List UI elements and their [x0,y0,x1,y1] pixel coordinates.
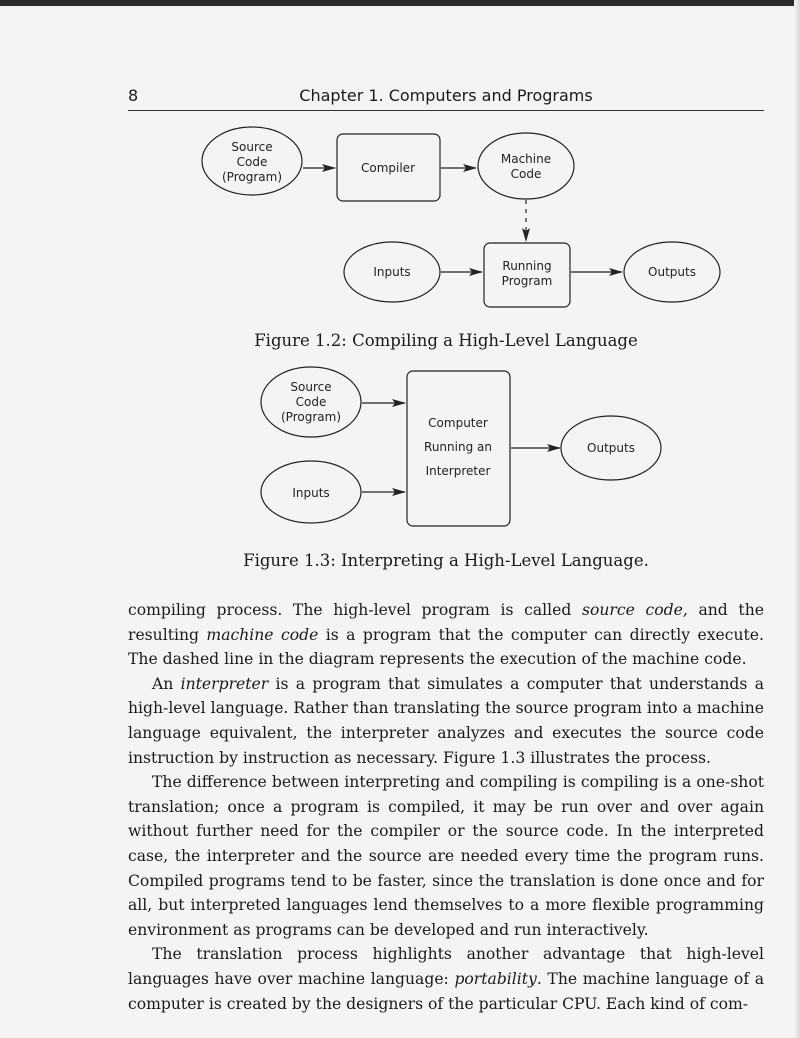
p2-text-b: is a program that simulates a computer that understands a high-level language. Rather than translating the source program into a machine language equivalent, the interpreter analyzes and executes the source code instruction by instruction as necessary. Figure 1.3 illustrates the process. [128,674,764,767]
p4-text-b: . The machine language of a computer is created by the designers of the particular CPU. Each kind of com- [128,969,764,1013]
outputs-label: Outputs [648,265,696,279]
term-source-code: source code, [582,601,688,619]
machine-line-1: Machine [500,152,552,166]
term-machine-code: machine code [206,625,319,644]
figure-1-2-caption: Figure 1.2: Compiling a High-Level Language [254,331,638,350]
paragraph-4 [128,942,764,1016]
p1-text-b: and the resulting [128,601,764,644]
computer-line-3: Interpreter [425,464,491,478]
figure-1-3-caption: Figure 1.3: Interpreting a High-Level Language. [243,551,649,570]
machine-line-2: Code [510,167,542,181]
p1-text-a: compiling process. The high-level program is called [128,601,582,619]
p2-text-a: An [152,674,181,693]
source-line-3: (Program) [222,170,282,184]
paragraph-1 [128,598,764,672]
running-line-2: Program [501,274,553,288]
paragraph-3: The difference between interpreting and compiling is compiling is a one-shot translation; once a program is compiled, it may be run over and over again without further need for the compiler or the source code. In the interpreted case, the interpreter and the source are needed every time the program runs. Compiled programs tend to be faster, since the translation is done once and for all, but interpreted languages lend themselves to a more flexible programming environment as programs can be developed and run interactively. [128,773,764,939]
figure-1-2-diagram [202,127,720,307]
figure-1-3-diagram [261,367,661,526]
source-line-2: Code [236,155,268,169]
running-line-1: Running [502,259,552,273]
p4-text-a: The translation process highlights another advantage that high-level languages have over machine language: [128,945,764,988]
source-line-1: Source [231,140,273,154]
chapter-title: Chapter 1. Computers and Programs [299,86,593,105]
body-text [128,598,764,1016]
computer-line-1: Computer [428,416,488,430]
interp-source-line-2: Code [295,395,327,409]
term-portability: portability [454,969,537,988]
inputs-label: Inputs [373,265,411,279]
interp-source-line-1: Source [290,380,332,394]
page-number: 8 [128,86,139,105]
interp-inputs-label: Inputs [292,486,330,500]
term-interpreter: interpreter [180,674,269,693]
machine-code-node [478,133,574,199]
computer-line-2: Running an [424,440,492,454]
compiler-label: Compiler [360,161,416,175]
paragraph-2 [128,672,764,770]
interp-source-line-3: (Program) [281,410,341,424]
interp-outputs-label: Outputs [587,441,635,455]
p1-text-c: is a program that the computer can directly execute. The dashed line in the diagram represents the execution of the machine code. [128,625,764,669]
